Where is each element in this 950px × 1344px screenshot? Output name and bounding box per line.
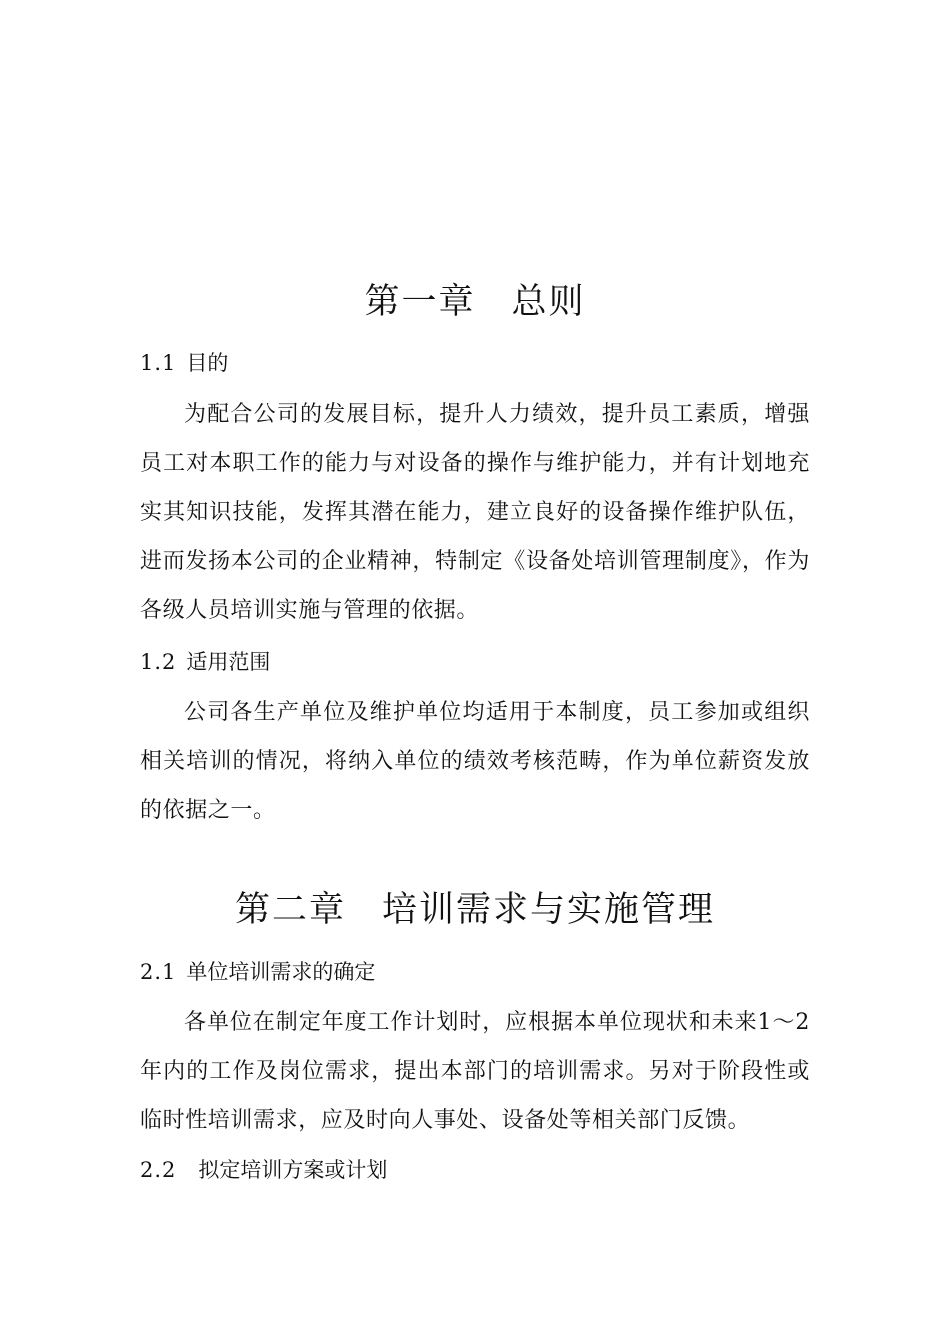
section-1-1-heading — [140, 349, 228, 377]
section-title: 目的 — [186, 351, 229, 375]
chapter-1-title — [0, 280, 950, 324]
section-1-1-body: 为配合公司的发展目标，提升人力绩效，提升员工素质，增强员工对本职工作的能力与对设备的操作与维护能力，并有计划地充实其知识技能，发挥其潜在能力，建立良好的设备操作维护队伍，进而发扬本公司的企业精神，特制定《设备处培训管理制度》，作为各级人员培训实施与管理的依据。 — [140, 402, 810, 623]
section-title: 适用范围 — [186, 650, 271, 674]
chapter-2-number: 第二章 — [234, 890, 346, 930]
section-number: 2.1 — [140, 960, 177, 984]
section-1-2-heading — [140, 648, 270, 676]
section-number: 2.2 — [140, 1158, 177, 1182]
section-2-1-heading — [140, 958, 375, 986]
section-title: 单位培训需求的确定 — [186, 960, 376, 984]
section-number: 1.1 — [140, 351, 177, 375]
chapter-2-name: 培训需求与实施管理 — [382, 890, 716, 930]
section-number: 1.2 — [140, 650, 177, 674]
section-2-1-body: 各单位在制定年度工作计划时，应根据本单位现状和未来1～2年内的工作及岗位需求，提出本部门的培训需求。另对于阶段性或临时性培训需求，应及时向人事处、设备处等相关部门反馈。 — [140, 1010, 810, 1133]
section-2-2-heading — [140, 1156, 387, 1184]
chapter-1-name: 总则 — [511, 282, 586, 322]
chapter-2-title — [0, 888, 950, 932]
chapter-1-number: 第一章 — [364, 282, 476, 322]
section-1-2-body: 公司各生产单位及维护单位均适用于本制度，员工参加或组织相关培训的情况，将纳入单位的绩效考核范畴，作为单位薪资发放的依据之一。 — [140, 700, 810, 823]
section-title: 拟定培训方案或计划 — [198, 1158, 388, 1182]
